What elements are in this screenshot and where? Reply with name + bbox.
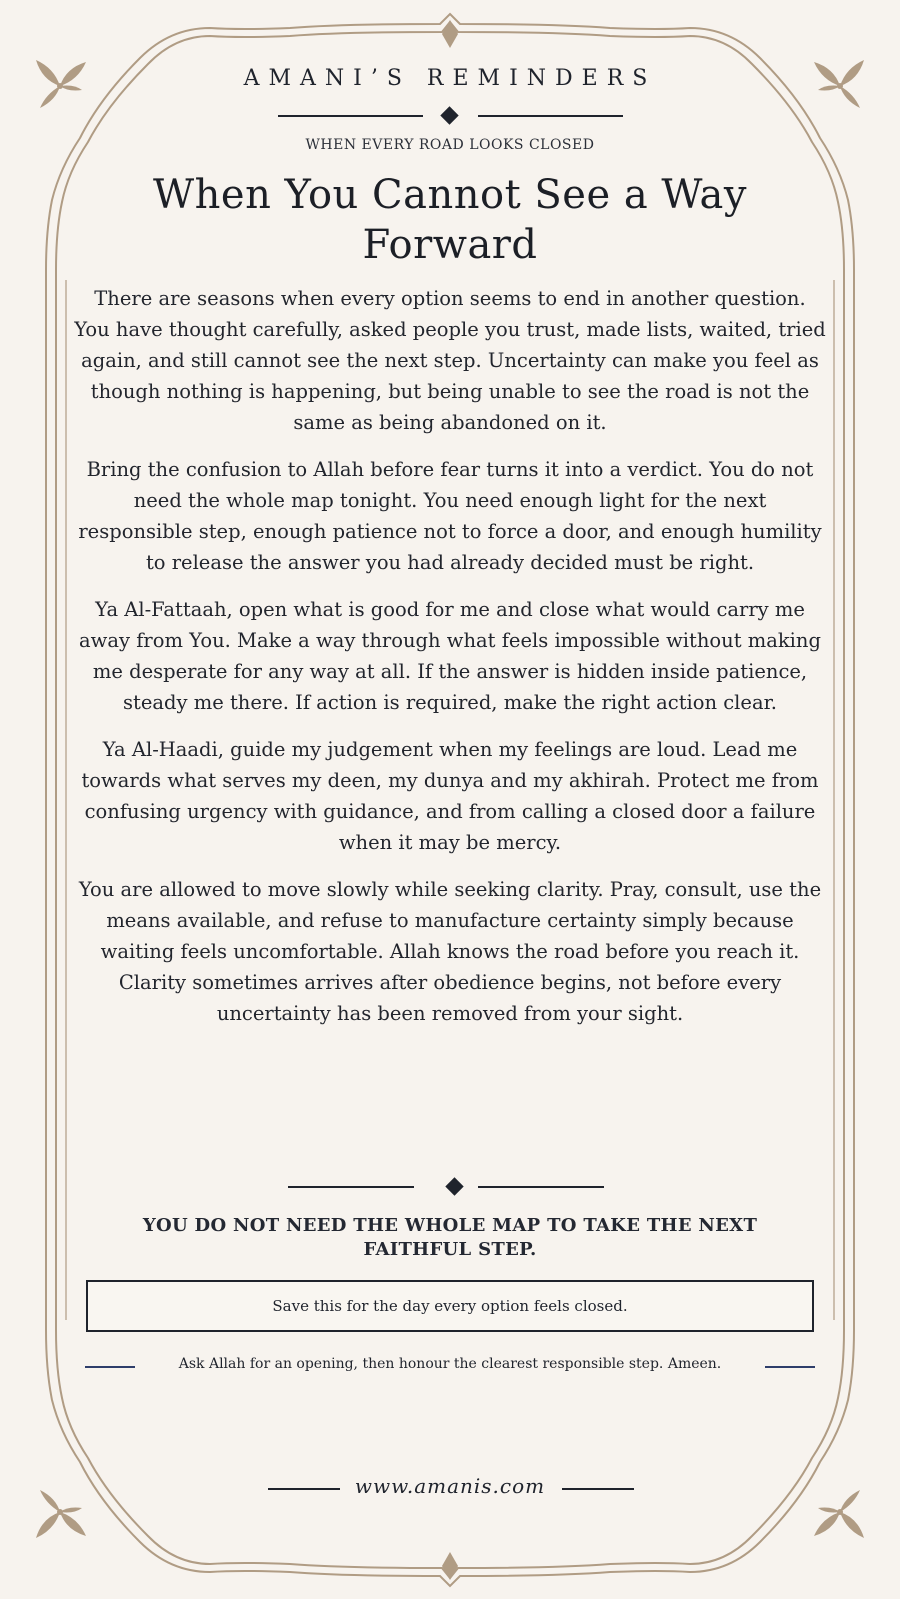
divider-diamond-icon [445, 1177, 463, 1195]
kicker: WHEN EVERY ROAD LOOKS CLOSED [305, 137, 595, 153]
paragraph: Ya Al-Fattaah, open what is good for me and close what would carry me away from You. Make a way through what feels impossible without making me desperate for any way at all. If the answer is hidden inside patience, steady me there. If action is required, make the right action clear. [79, 598, 821, 714]
divider-diamond-icon [440, 106, 458, 124]
website-link[interactable]: www.amanis.com [354, 1474, 546, 1498]
closing-dua: Ask Allah for an opening, then honour the clearest responsible step. Ameen. [178, 1356, 722, 1372]
paragraph: Bring the confusion to Allah before fear turns it into a verdict. You do not need the whole map tonight. You need enough light for the next responsible step, enough patience not to force a door, and enough humility to release the answer you had already decided must be right. [78, 458, 822, 574]
tagline: YOU DO NOT NEED THE WHOLE MAP TO TAKE THE NEXT FAITHFUL STEP. [142, 1215, 758, 1260]
header-divider [0, 106, 900, 126]
paragraph: Ya Al-Haadi, guide my judgement when my feelings are loud. Lead me towards what serves my deen, my dunya and my akhirah. Protect me from confusing urgency with guidance, and from calling a closed door a failure when it may be mercy. [81, 738, 819, 854]
save-prompt-box [86, 1280, 814, 1332]
brand-title: AMANI’S REMINDERS [243, 66, 657, 91]
footer-divider [0, 1177, 900, 1197]
save-prompt-text: Save this for the day every option feels closed. [272, 1297, 628, 1315]
website-row [0, 1474, 900, 1504]
paragraph: There are seasons when every option seems to end in another question. You have thought carefully, asked people you trust, made lists, waited, tried again, and still cannot see the next step. Uncertainty can make you feel as though nothing is happening, but being unable to see the road is not the same as being abandoned on it. [74, 287, 826, 434]
page-title: When You Cannot See a Way Forward [153, 172, 747, 268]
paragraph: You are allowed to move slowly while seeking clarity. Pray, consult, use the means available, and refuse to manufacture certainty simply because waiting feels uncomfortable. Allah knows the road before you reach it. Clarity sometimes arrives after obedience begins, not before every uncertainty has been removed from your sight. [78, 878, 822, 1025]
closing-row [0, 1352, 900, 1382]
body-text [74, 283, 826, 1045]
